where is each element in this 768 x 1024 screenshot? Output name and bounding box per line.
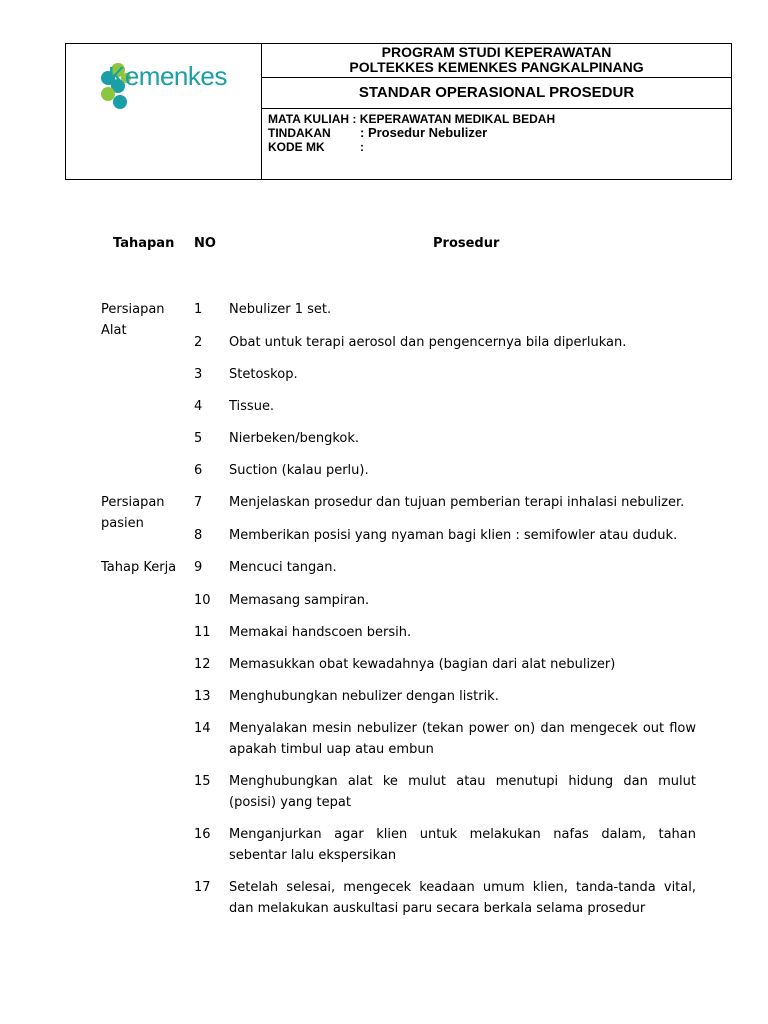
column-header-prosedur: Prosedur [433,236,500,251]
step-number: 11 [194,625,211,640]
logo-cell [66,44,262,179]
step-number: 3 [194,367,203,382]
step-text: Stetoskop. [229,367,298,382]
step-text: Menjelaskan prosedur dan tujuan pemberian terapi inhalasi nebulizer. [229,495,685,510]
step-text: Memasang sampiran. [229,593,370,608]
step-text: Menganjurkan agar klien untuk melakukan nafas dalam, tahan sebentar lalu ekspersikan [229,827,696,863]
step-number: 9 [194,560,203,575]
program-line-1: PROGRAM STUDI KEPERAWATAN [381,44,612,60]
step-number: 4 [194,399,203,414]
step-text: Memakai handscoen bersih. [229,625,412,640]
kode-mk-label: KODE MK [268,140,325,154]
sop-header-table [65,43,732,180]
step-number: 17 [194,880,211,895]
step-text: Memberikan posisi yang nyaman bagi klien : semifowler atau duduk. [229,528,678,543]
step-number: 5 [194,431,203,446]
step-number: 7 [194,495,203,510]
step-number: 1 [194,302,203,317]
stage-tahap-kerja: Tahap Kerja [101,560,177,575]
step-text: Menghubungkan alat ke mulut atau menutupi hidung dan mulut (posisi) yang tepat [229,774,696,810]
stage-persiapan-alat: Persiapan Alat [101,302,165,338]
step-number: 2 [194,335,203,350]
kode-mk-value: : [360,140,364,154]
program-title [262,44,731,78]
step-number: 8 [194,528,203,543]
column-header-tahapan: Tahapan [113,236,175,251]
mata-kuliah-label: MATA KULIAH : [268,112,357,126]
program-line-2: POLTEKKES KEMENKES PANGKALPINANG [349,59,644,75]
step-number: 14 [194,721,211,736]
step-text: Menyalakan mesin nebulizer (tekan power on) dan mengecek out flow apakah timbul uap atau embun [229,721,696,757]
step-number: 10 [194,593,211,608]
step-number: 16 [194,827,211,842]
kode-mk-row [268,140,731,154]
course-info [262,109,731,179]
mata-kuliah-row [268,112,731,126]
step-text: Setelah selesai, mengecek keadaan umum klien, tanda-tanda vital, dan melakukan auskultasi paru secara berkala selama prosedur [229,880,696,916]
tindakan-label: TINDAKAN [268,126,331,140]
step-text: Obat untuk terapi aerosol dan pengencernya bila diperlukan. [229,335,627,350]
step-text: Mencuci tangan. [229,560,337,575]
step-number: 12 [194,657,211,672]
step-text: Nierbeken/bengkok. [229,431,360,446]
step-text: Tissue. [229,399,275,414]
step-text: Suction (kalau perlu). [229,463,369,478]
mata-kuliah-value: KEPERAWATAN MEDIKAL BEDAH [359,112,556,126]
step-text: Memasukkan obat kewadahnya (bagian dari alat nebulizer) [229,657,616,672]
logo-text: Kemenkes [108,61,227,91]
step-text: Nebulizer 1 set. [229,302,332,317]
sop-title: STANDAR OPERASIONAL PROSEDUR [262,78,731,109]
column-header-no: NO [194,236,216,251]
step-number: 15 [194,774,211,789]
stage-persiapan-pasien: Persiapan pasien [101,495,165,531]
tindakan-value: : Prosedur Nebulizer [360,125,488,140]
step-number: 13 [194,689,211,704]
tindakan-row [268,126,731,140]
step-number: 6 [194,463,203,478]
step-text: Menghubungkan nebulizer dengan listrik. [229,689,499,704]
